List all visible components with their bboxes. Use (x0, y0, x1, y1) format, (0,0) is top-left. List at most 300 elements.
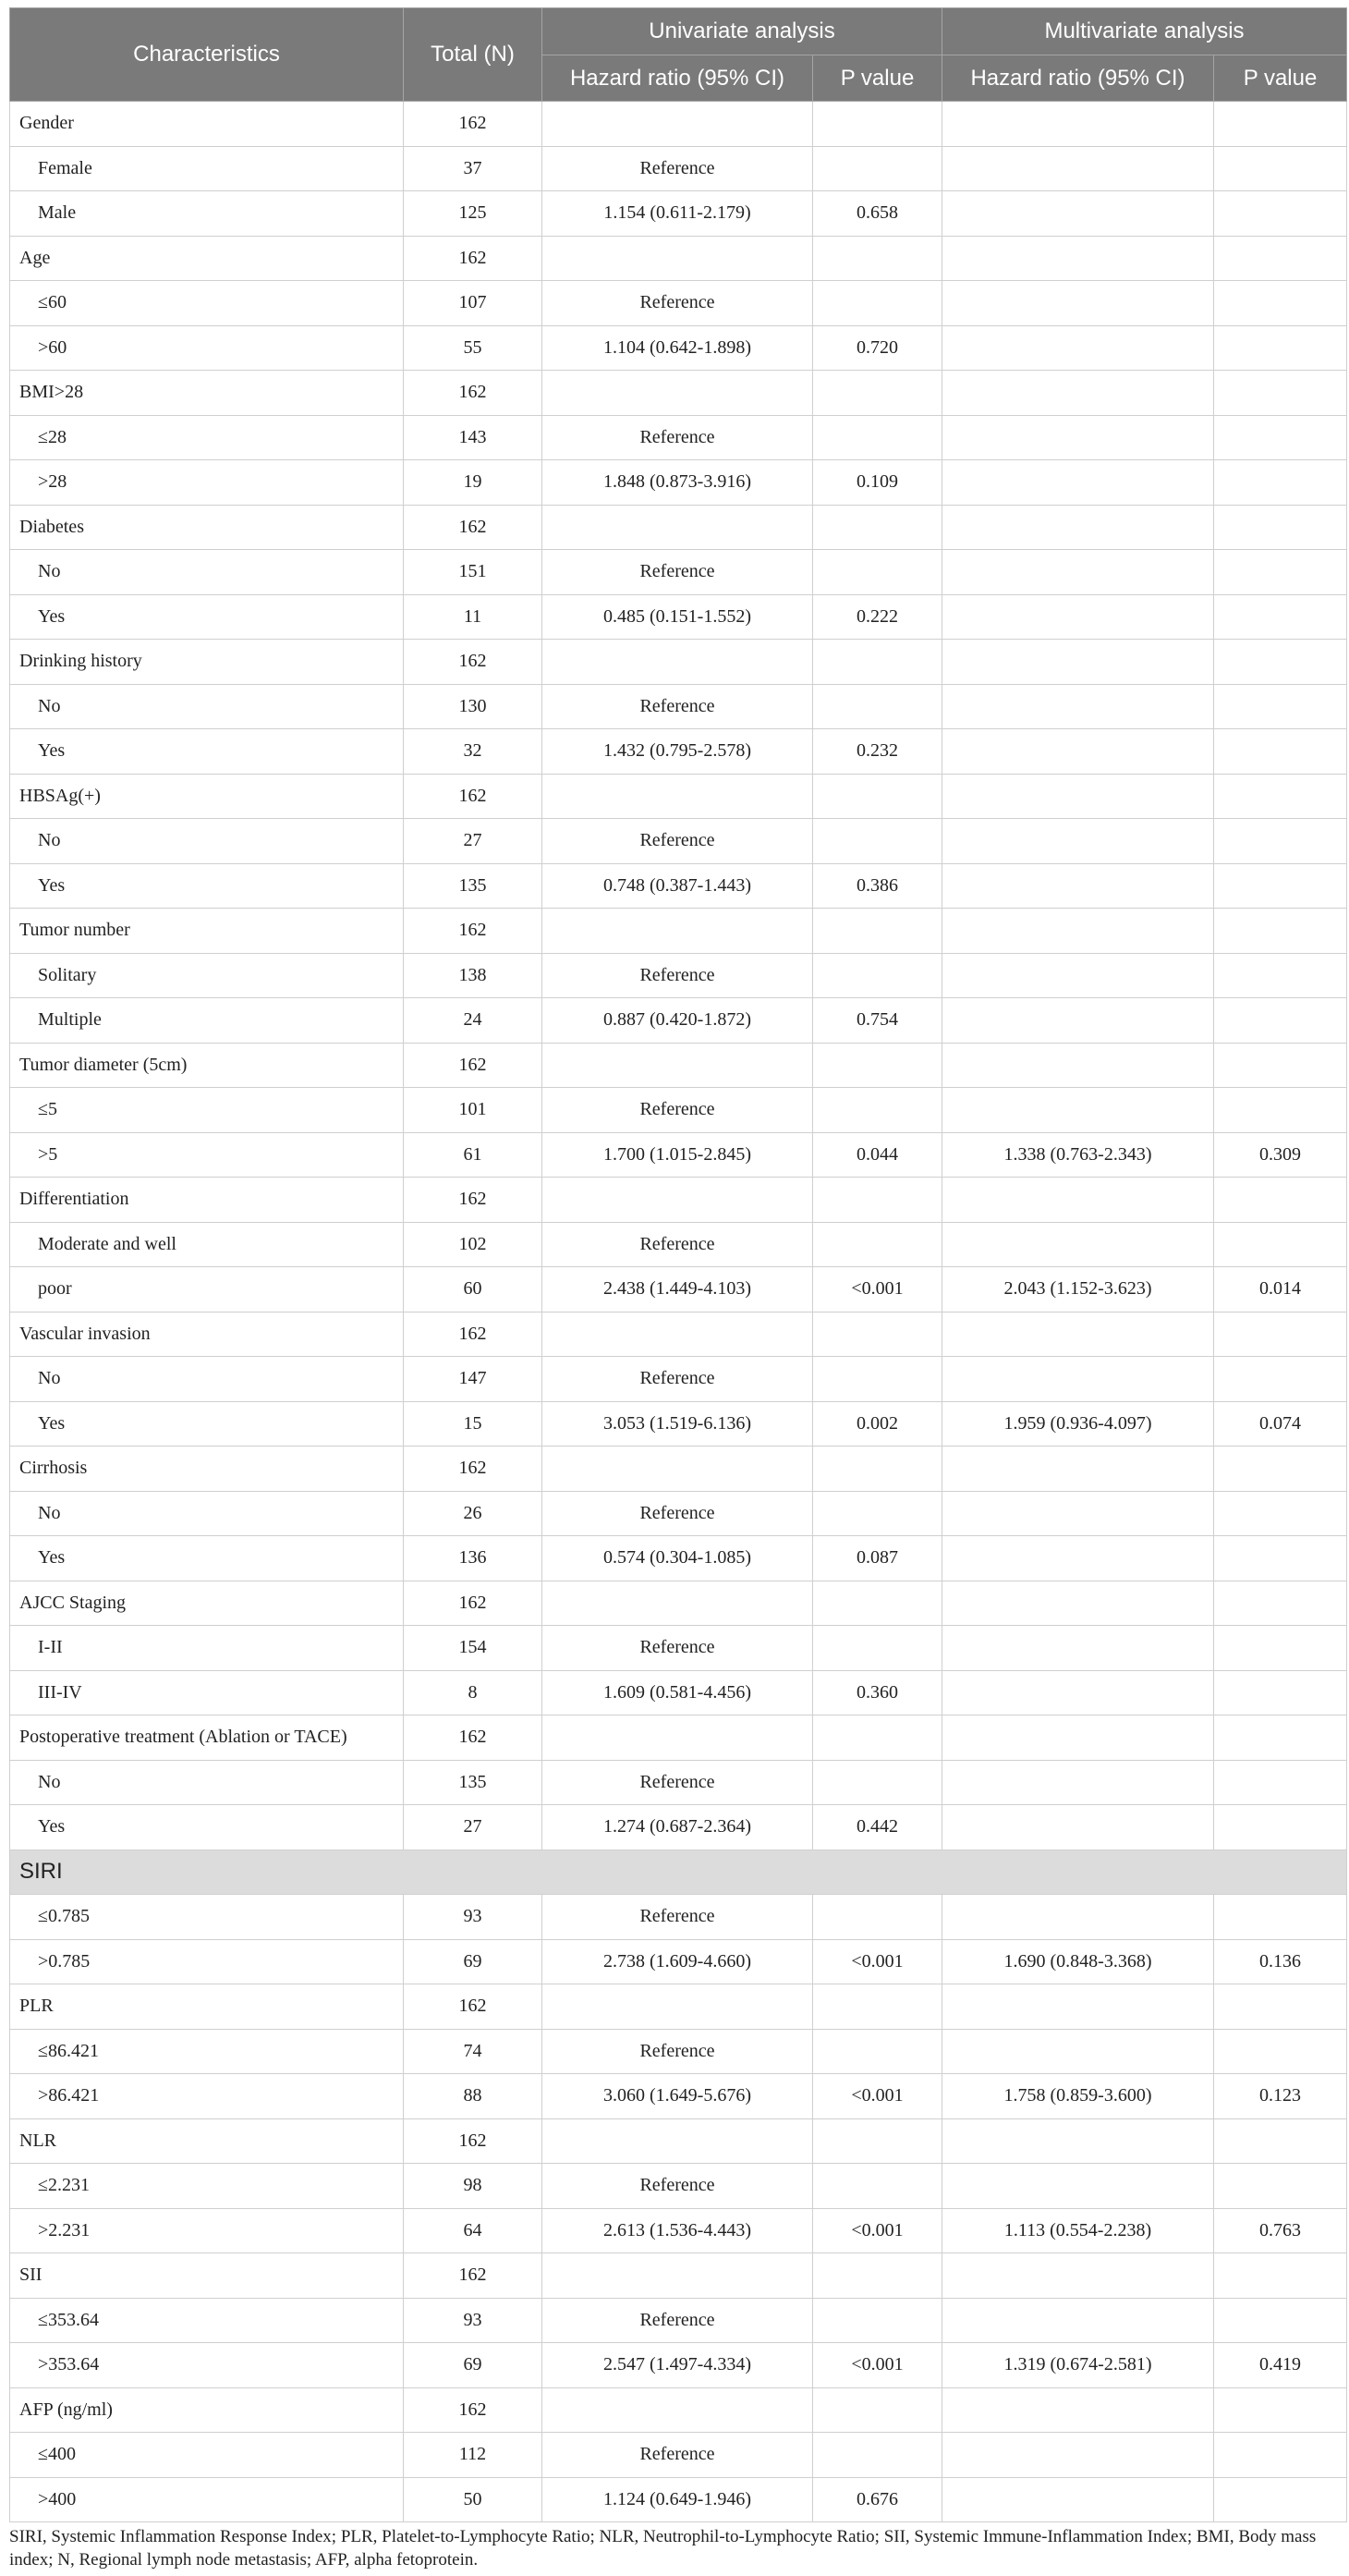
multivariate-p-cell (1214, 729, 1347, 775)
multivariate-hr-cell (942, 415, 1214, 460)
total-n-cell: 27 (404, 819, 542, 864)
univariate-p-cell (813, 684, 942, 729)
row-label: I-II (10, 1626, 404, 1671)
multivariate-hr-cell (942, 774, 1214, 819)
row-label: Yes (10, 863, 404, 909)
total-n-cell: 55 (404, 325, 542, 371)
multivariate-p-cell (1214, 819, 1347, 864)
row-label: Female (10, 146, 404, 191)
total-n-cell: 11 (404, 594, 542, 640)
univariate-hr-cell: 1.609 (0.581-4.456) (542, 1670, 813, 1715)
multivariate-p-cell (1214, 1178, 1347, 1223)
multivariate-hr-cell: 1.758 (0.859-3.600) (942, 2074, 1214, 2119)
multivariate-hr-cell (942, 1088, 1214, 1133)
total-n-cell: 162 (404, 2118, 542, 2164)
univariate-hr-cell: 1.432 (0.795-2.578) (542, 729, 813, 775)
multivariate-hr-cell (942, 550, 1214, 595)
univariate-hr-cell: Reference (542, 1357, 813, 1402)
multivariate-hr-cell (942, 505, 1214, 550)
variable-row (10, 1312, 1347, 1357)
multivariate-hr-cell (942, 1043, 1214, 1088)
variable-row (10, 102, 1347, 147)
multivariate-hr-cell (942, 1536, 1214, 1581)
category-row (10, 550, 1347, 595)
univariate-p-cell: 0.087 (813, 1536, 942, 1581)
multivariate-hr-cell (942, 998, 1214, 1044)
univariate-hr-cell: Reference (542, 1491, 813, 1536)
univariate-hr-cell: 1.124 (0.649-1.946) (542, 2477, 813, 2522)
row-label: >86.421 (10, 2074, 404, 2119)
category-row (10, 684, 1347, 729)
row-label: AJCC Staging (10, 1581, 404, 1626)
variable-row (10, 1984, 1347, 2030)
multivariate-p-cell (1214, 415, 1347, 460)
category-row (10, 191, 1347, 237)
univariate-p-cell: 0.676 (813, 2477, 942, 2522)
multivariate-p-cell (1214, 640, 1347, 685)
row-label: Cirrhosis (10, 1447, 404, 1492)
univariate-p-cell: 0.442 (813, 1805, 942, 1850)
univariate-p-cell: 0.222 (813, 594, 942, 640)
univariate-hr-cell: 3.053 (1.519-6.136) (542, 1401, 813, 1447)
multivariate-p-cell (1214, 2164, 1347, 2209)
multivariate-hr-cell (942, 1222, 1214, 1267)
row-label: SII (10, 2253, 404, 2299)
row-label: Moderate and well (10, 1222, 404, 1267)
multivariate-hr-cell (942, 102, 1214, 147)
univariate-hr-cell: 3.060 (1.649-5.676) (542, 2074, 813, 2119)
category-row (10, 460, 1347, 506)
multivariate-hr-cell (942, 281, 1214, 326)
multivariate-p-cell (1214, 1984, 1347, 2030)
multivariate-hr-cell (942, 819, 1214, 864)
row-label: >5 (10, 1132, 404, 1178)
univariate-hr-cell: 1.104 (0.642-1.898) (542, 325, 813, 371)
univariate-p-cell (813, 505, 942, 550)
multivariate-hr-cell (942, 1491, 1214, 1536)
multivariate-p-cell (1214, 1581, 1347, 1626)
total-n-cell: 32 (404, 729, 542, 775)
univariate-hr-cell: 0.485 (0.151-1.552) (542, 594, 813, 640)
multivariate-p-cell (1214, 1357, 1347, 1402)
univariate-hr-cell: Reference (542, 1222, 813, 1267)
category-row (10, 325, 1347, 371)
multivariate-hr-cell: 1.113 (0.554-2.238) (942, 2208, 1214, 2253)
univariate-p-cell: 0.109 (813, 460, 942, 506)
multivariate-p-cell (1214, 863, 1347, 909)
multivariate-p-cell (1214, 1715, 1347, 1761)
multivariate-p-cell (1214, 1670, 1347, 1715)
univariate-p-cell (813, 1491, 942, 1536)
category-row (10, 146, 1347, 191)
multivariate-hr-cell: 1.338 (0.763-2.343) (942, 1132, 1214, 1178)
row-label: Age (10, 236, 404, 281)
univariate-p-cell (813, 953, 942, 998)
category-row (10, 1222, 1347, 1267)
univariate-hr-cell (542, 1447, 813, 1492)
multivariate-hr-cell: 1.319 (0.674-2.581) (942, 2343, 1214, 2388)
univariate-p-cell: 0.754 (813, 998, 942, 1044)
row-label: PLR (10, 1984, 404, 2030)
category-row (10, 2433, 1347, 2478)
univariate-p-cell (813, 371, 942, 416)
univariate-hr-cell: 1.700 (1.015-2.845) (542, 1132, 813, 1178)
multivariate-p-cell (1214, 774, 1347, 819)
total-n-cell: 162 (404, 2253, 542, 2299)
univariate-header: Univariate analysis (542, 8, 942, 55)
total-n-cell: 8 (404, 1670, 542, 1715)
row-label: Yes (10, 594, 404, 640)
multivariate-hr-cell (942, 1805, 1214, 1850)
multivariate-p-cell (1214, 594, 1347, 640)
univariate-hr-cell: 1.154 (0.611-2.179) (542, 191, 813, 237)
row-label: HBSAg(+) (10, 774, 404, 819)
total-n-cell: 64 (404, 2208, 542, 2253)
univariate-hr-cell: Reference (542, 2433, 813, 2478)
variable-row (10, 909, 1347, 954)
univariate-p-cell (813, 1895, 942, 1940)
total-n-cell: 138 (404, 953, 542, 998)
total-header: Total (N) (404, 8, 542, 102)
row-label: >28 (10, 460, 404, 506)
univariate-hr-cell (542, 1178, 813, 1223)
multivariate-p-cell: 0.123 (1214, 2074, 1347, 2119)
row-label: >60 (10, 325, 404, 371)
multivariate-hr-cell: 1.690 (0.848-3.368) (942, 1939, 1214, 1984)
variable-row (10, 640, 1347, 685)
variable-row (10, 505, 1347, 550)
total-n-cell: 37 (404, 146, 542, 191)
univariate-hr-cell (542, 1312, 813, 1357)
univariate-hr-cell: Reference (542, 684, 813, 729)
univariate-p-cell: <0.001 (813, 2208, 942, 2253)
multivariate-hr-cell (942, 1626, 1214, 1671)
total-n-cell: 74 (404, 2029, 542, 2074)
total-n-cell: 154 (404, 1626, 542, 1671)
row-label: No (10, 1760, 404, 1805)
variable-row (10, 1178, 1347, 1223)
multivariate-p-cell (1214, 102, 1347, 147)
total-n-cell: 162 (404, 236, 542, 281)
category-row (10, 2298, 1347, 2343)
univariate-hr-cell (542, 1984, 813, 2030)
row-label: Diabetes (10, 505, 404, 550)
multivariate-p-cell: 0.074 (1214, 1401, 1347, 1447)
univariate-p-cell (813, 909, 942, 954)
univariate-p-cell: 0.002 (813, 1401, 942, 1447)
multivariate-hr-cell (942, 146, 1214, 191)
total-n-cell: 125 (404, 191, 542, 237)
total-n-cell: 162 (404, 102, 542, 147)
univariate-hr-cell: 2.613 (1.536-4.443) (542, 2208, 813, 2253)
category-row (10, 1939, 1347, 1984)
univariate-p-cell (813, 1581, 942, 1626)
total-n-cell: 162 (404, 505, 542, 550)
univariate-p-cell: 0.360 (813, 1670, 942, 1715)
row-label: Multiple (10, 998, 404, 1044)
multivariate-p-cell (1214, 1312, 1347, 1357)
row-label: No (10, 1357, 404, 1402)
univariate-p-cell (813, 1088, 942, 1133)
row-label: ≤5 (10, 1088, 404, 1133)
multivariate-p-cell (1214, 2387, 1347, 2433)
multivariate-p-cell: 0.309 (1214, 1132, 1347, 1178)
multivariate-hr-cell (942, 863, 1214, 909)
multivariate-p-cell (1214, 1895, 1347, 1940)
univariate-hr-cell: 1.848 (0.873-3.916) (542, 460, 813, 506)
univariate-p-cell: <0.001 (813, 1939, 942, 1984)
variable-row (10, 2387, 1347, 2433)
multivariate-hr-cell (942, 1178, 1214, 1223)
category-row (10, 415, 1347, 460)
total-n-cell: 162 (404, 1984, 542, 2030)
multivariate-hr-cell (942, 191, 1214, 237)
univariate-hr-cell (542, 102, 813, 147)
category-row (10, 1805, 1347, 1850)
univariate-hr-cell: Reference (542, 2164, 813, 2209)
multivariate-hr-cell (942, 594, 1214, 640)
univariate-hr-cell: 1.274 (0.687-2.364) (542, 1805, 813, 1850)
row-label: poor (10, 1267, 404, 1312)
univariate-hr-cell (542, 2253, 813, 2299)
row-label: BMI>28 (10, 371, 404, 416)
total-n-cell: 130 (404, 684, 542, 729)
category-row (10, 2343, 1347, 2388)
category-row (10, 729, 1347, 775)
total-n-cell: 98 (404, 2164, 542, 2209)
univariate-hr-cell: Reference (542, 146, 813, 191)
univariate-p-cell (813, 2433, 942, 2478)
univariate-p-cell (813, 2118, 942, 2164)
univariate-p-cell: 0.044 (813, 1132, 942, 1178)
univariate-hr-cell: 2.438 (1.449-4.103) (542, 1267, 813, 1312)
category-row (10, 953, 1347, 998)
univariate-p-cell: <0.001 (813, 1267, 942, 1312)
multivariate-p-cell (1214, 684, 1347, 729)
multivariate-hr-cell (942, 640, 1214, 685)
multivariate-p-header: P value (1214, 55, 1347, 102)
multivariate-hr-cell (942, 371, 1214, 416)
univariate-p-cell: 0.232 (813, 729, 942, 775)
total-n-cell: 135 (404, 1760, 542, 1805)
row-label: Yes (10, 729, 404, 775)
category-row (10, 2477, 1347, 2522)
total-n-cell: 162 (404, 1581, 542, 1626)
multivariate-p-cell (1214, 2477, 1347, 2522)
multivariate-hr-cell (942, 909, 1214, 954)
category-row (10, 1760, 1347, 1805)
univariate-p-cell (813, 1357, 942, 1402)
total-n-cell: 162 (404, 909, 542, 954)
univariate-hr-cell (542, 1581, 813, 1626)
total-n-cell: 162 (404, 774, 542, 819)
row-label: Postoperative treatment (Ablation or TACE) (10, 1715, 404, 1761)
variable-row (10, 1715, 1347, 1761)
table-header (10, 8, 1347, 102)
univariate-p-cell (813, 1178, 942, 1223)
univariate-hr-cell: 0.574 (0.304-1.085) (542, 1536, 813, 1581)
row-label: ≤353.64 (10, 2298, 404, 2343)
multivariate-hr-cell (942, 1895, 1214, 1940)
row-label: Vascular invasion (10, 1312, 404, 1357)
multivariate-p-cell (1214, 998, 1347, 1044)
total-n-cell: 24 (404, 998, 542, 1044)
univariate-p-cell (813, 1043, 942, 1088)
multivariate-p-cell (1214, 146, 1347, 191)
multivariate-p-cell (1214, 953, 1347, 998)
univariate-p-cell: <0.001 (813, 2074, 942, 2119)
multivariate-p-cell (1214, 460, 1347, 506)
category-row (10, 2029, 1347, 2074)
row-label: Yes (10, 1401, 404, 1447)
multivariate-hr-cell (942, 2433, 1214, 2478)
multivariate-p-cell (1214, 371, 1347, 416)
category-row (10, 1670, 1347, 1715)
row-label: Tumor diameter (5cm) (10, 1043, 404, 1088)
univariate-p-cell (813, 2298, 942, 2343)
variable-row (10, 2253, 1347, 2299)
multivariate-hr-cell (942, 2118, 1214, 2164)
total-n-cell: 143 (404, 415, 542, 460)
multivariate-p-cell (1214, 1491, 1347, 1536)
multivariate-p-cell (1214, 2433, 1347, 2478)
multivariate-p-cell (1214, 2118, 1347, 2164)
multivariate-hr-cell: 1.959 (0.936-4.097) (942, 1401, 1214, 1447)
cox-regression-table (9, 7, 1347, 2522)
multivariate-p-cell: 0.419 (1214, 2343, 1347, 2388)
univariate-hr-cell (542, 640, 813, 685)
total-n-cell: 93 (404, 2298, 542, 2343)
univariate-p-cell (813, 102, 942, 147)
row-label: No (10, 684, 404, 729)
univariate-hr-cell (542, 774, 813, 819)
univariate-p-cell (813, 1760, 942, 1805)
total-n-cell: 60 (404, 1267, 542, 1312)
univariate-p-header: P value (813, 55, 942, 102)
row-label: Differentiation (10, 1178, 404, 1223)
multivariate-p-cell (1214, 2029, 1347, 2074)
total-n-cell: 69 (404, 2343, 542, 2388)
row-label: ≤86.421 (10, 2029, 404, 2074)
row-label: No (10, 819, 404, 864)
univariate-hr-cell: Reference (542, 1760, 813, 1805)
section-band-row (10, 1850, 1347, 1895)
univariate-p-cell (813, 415, 942, 460)
variable-row (10, 1447, 1347, 1492)
univariate-p-cell (813, 281, 942, 326)
univariate-p-cell (813, 2387, 942, 2433)
multivariate-hr-cell (942, 953, 1214, 998)
univariate-hr-cell (542, 2118, 813, 2164)
multivariate-p-cell: 0.014 (1214, 1267, 1347, 1312)
multivariate-p-cell (1214, 325, 1347, 371)
multivariate-p-cell (1214, 236, 1347, 281)
row-label: III-IV (10, 1670, 404, 1715)
multivariate-hr-cell (942, 1581, 1214, 1626)
multivariate-hr-cell (942, 1984, 1214, 2030)
univariate-hr-cell: 0.748 (0.387-1.443) (542, 863, 813, 909)
total-n-cell: 162 (404, 371, 542, 416)
total-n-cell: 93 (404, 1895, 542, 1940)
multivariate-p-cell (1214, 1222, 1347, 1267)
multivariate-hr-cell (942, 2298, 1214, 2343)
total-n-cell: 61 (404, 1132, 542, 1178)
row-label: Tumor number (10, 909, 404, 954)
row-label: Drinking history (10, 640, 404, 685)
univariate-p-cell (813, 2253, 942, 2299)
characteristics-header: Characteristics (10, 8, 404, 102)
row-label: >400 (10, 2477, 404, 2522)
row-label: No (10, 550, 404, 595)
row-label: >353.64 (10, 2343, 404, 2388)
total-n-cell: 101 (404, 1088, 542, 1133)
total-n-cell: 107 (404, 281, 542, 326)
table-body (10, 102, 1347, 2522)
multivariate-hr-cell (942, 460, 1214, 506)
row-label: ≤28 (10, 415, 404, 460)
total-n-cell: 162 (404, 1447, 542, 1492)
univariate-hr-cell: 0.887 (0.420-1.872) (542, 998, 813, 1044)
category-row (10, 1132, 1347, 1178)
multivariate-p-cell (1214, 2253, 1347, 2299)
multivariate-hr-cell (942, 1760, 1214, 1805)
multivariate-hr-header: Hazard ratio (95% CI) (942, 55, 1214, 102)
univariate-p-cell (813, 146, 942, 191)
multivariate-p-cell (1214, 1536, 1347, 1581)
multivariate-p-cell (1214, 1043, 1347, 1088)
category-row (10, 1401, 1347, 1447)
row-label: No (10, 1491, 404, 1536)
total-n-cell: 162 (404, 1043, 542, 1088)
row-label: ≤2.231 (10, 2164, 404, 2209)
multivariate-hr-cell (942, 325, 1214, 371)
category-row (10, 863, 1347, 909)
univariate-p-cell (813, 1312, 942, 1357)
section-band-label: SIRI (10, 1850, 1347, 1895)
univariate-p-cell (813, 1222, 942, 1267)
total-n-cell: 50 (404, 2477, 542, 2522)
multivariate-p-cell (1214, 550, 1347, 595)
category-row (10, 1895, 1347, 1940)
univariate-p-cell (813, 819, 942, 864)
univariate-hr-cell: Reference (542, 819, 813, 864)
row-label: ≤60 (10, 281, 404, 326)
univariate-hr-cell (542, 1043, 813, 1088)
total-n-cell: 112 (404, 2433, 542, 2478)
multivariate-hr-cell (942, 1715, 1214, 1761)
multivariate-hr-cell (942, 1670, 1214, 1715)
multivariate-p-cell (1214, 281, 1347, 326)
total-n-cell: 162 (404, 1312, 542, 1357)
category-row (10, 2164, 1347, 2209)
univariate-p-cell (813, 2164, 942, 2209)
row-label: NLR (10, 2118, 404, 2164)
multivariate-hr-cell (942, 1447, 1214, 1492)
univariate-hr-cell: Reference (542, 281, 813, 326)
row-label: Yes (10, 1536, 404, 1581)
multivariate-p-cell (1214, 1088, 1347, 1133)
total-n-cell: 102 (404, 1222, 542, 1267)
univariate-hr-cell (542, 236, 813, 281)
univariate-p-cell (813, 1447, 942, 1492)
row-label: ≤0.785 (10, 1895, 404, 1940)
category-row (10, 281, 1347, 326)
univariate-hr-cell: Reference (542, 953, 813, 998)
category-row (10, 1088, 1347, 1133)
multivariate-hr-cell (942, 2387, 1214, 2433)
variable-row (10, 1581, 1347, 1626)
total-n-cell: 88 (404, 2074, 542, 2119)
